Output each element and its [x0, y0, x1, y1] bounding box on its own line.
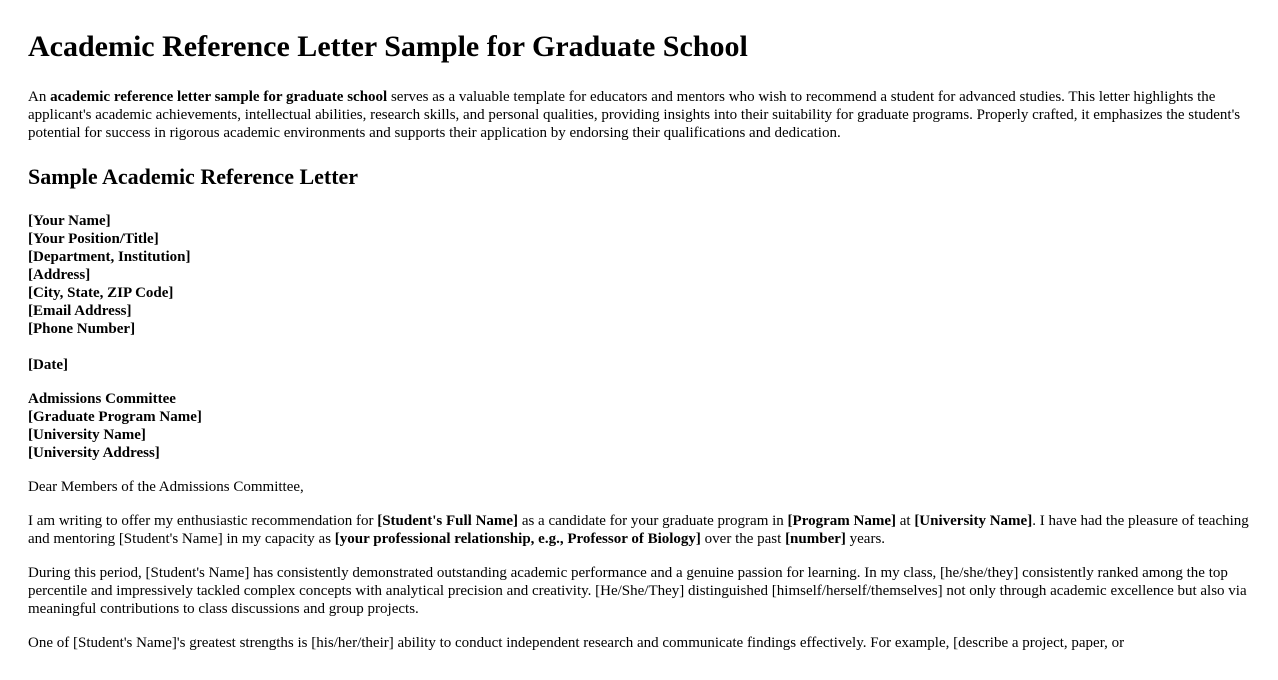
p1-text-4: . I have had the pleasure of teaching and mentoring [Student's Name] in my capacity as [28, 513, 1249, 547]
p1-text-1: I am writing to offer my enthusiastic recommendation for [28, 513, 378, 529]
body-paragraph-2: During this period, [Student's Name] has consistently demonstrated outstanding academic performance and a genuine passion for learning. In my class, [he/she/they] consistently ranked among the top percentile and impressively tackled complex concepts with analytical precision and creativity. [He/She/They] distinguished [himself/herself/themselves] not only through academic excellence but also via meaningful contributions to class discussions and group projects. [28, 565, 1247, 617]
document-page [0, 30, 1278, 652]
sender-name: [Your Name] [28, 213, 111, 229]
p1-text-6: years. [845, 531, 886, 547]
recipient-university: [University Name] [28, 427, 146, 443]
p1-text-3: at [895, 513, 915, 529]
sender-phone: [Phone Number] [28, 321, 136, 337]
p1-program-name: [Program Name] [787, 513, 896, 529]
p1-student-name: [Student's Full Name] [377, 513, 519, 529]
intro-paragraph [28, 88, 1250, 142]
intro-rest: serves as a valuable template for educators and mentors who wish to recommend a student for advanced studies. This letter highlights the applicant's academic achievements, intellectual abilities, research skills, and personal qualities, providing insights into their suitability for graduate programs. Properly crafted, it emphasizes the student's potential for success in rigorous academic environments and supports their application by endorsing their qualifications and dedication. [28, 89, 1241, 141]
p1-university-name: [University Name] [914, 513, 1033, 529]
p1-text-2: as a candidate for your graduate program in [518, 513, 788, 529]
sender-block [28, 212, 1250, 338]
body-paragraph-3: One of [Student's Name]'s greatest strengths is [his/her/their] ability to conduct independent research and communicate findings effectively. For example, [describe a project, paper, or [28, 635, 1125, 651]
sender-city-state-zip: [City, State, ZIP Code] [28, 285, 174, 301]
intro-keyword: academic reference letter sample for graduate school [50, 89, 388, 105]
sender-department: [Department, Institution] [28, 249, 191, 265]
salutation: Dear Members of the Admissions Committee, [28, 479, 304, 495]
sender-position: [Your Position/Title] [28, 231, 159, 247]
section-heading: Sample Academic Reference Letter [28, 164, 359, 189]
p1-years: [number] [785, 531, 846, 547]
body-paragraph-1 [28, 512, 1250, 548]
sender-email: [Email Address] [28, 303, 132, 319]
p1-text-5: over the past [700, 531, 786, 547]
recipient-committee: Admissions Committee [28, 391, 176, 407]
recipient-block [28, 390, 1250, 462]
sender-address: [Address] [28, 267, 91, 283]
intro-lead: An [28, 89, 51, 105]
recipient-program: [Graduate Program Name] [28, 409, 202, 425]
page-title: Academic Reference Letter Sample for Graduate School [28, 30, 748, 63]
recipient-address: [University Address] [28, 445, 160, 461]
p1-relationship: [your professional relationship, e.g., Professor of Biology] [334, 531, 701, 547]
letter-date: [Date] [28, 357, 68, 373]
